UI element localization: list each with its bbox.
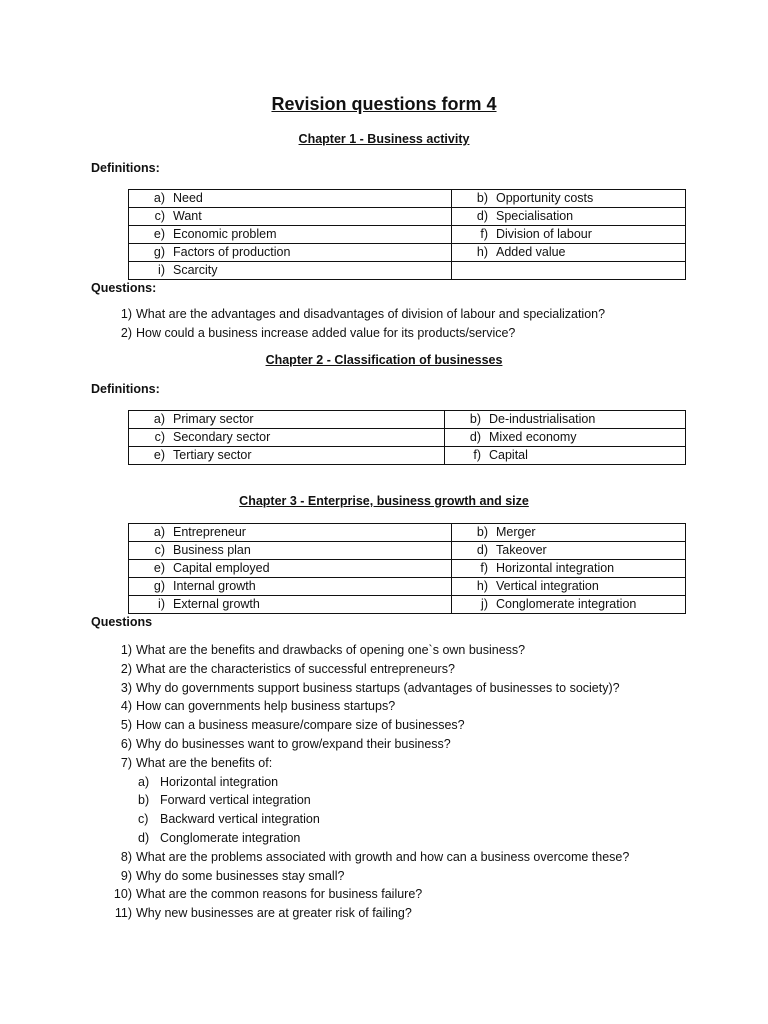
chapter-3-questions-label: Questions xyxy=(91,615,153,629)
definition-term: Takeover xyxy=(496,543,547,557)
definition-cell xyxy=(445,447,686,465)
question-number: 8) xyxy=(120,849,132,864)
definition-row xyxy=(129,578,686,596)
sub-question-item xyxy=(112,829,629,848)
definition-letter: e) xyxy=(153,448,165,462)
chapter-2-heading: Chapter 2 - Classification of businesses xyxy=(265,353,503,367)
definition-row xyxy=(129,560,686,578)
question-text: Why new businesses are at greater risk of failing? xyxy=(136,906,412,921)
question-number: 7) xyxy=(120,755,132,770)
question-text: Why do businesses want to grow/expand their business? xyxy=(136,736,451,751)
definition-row xyxy=(129,596,686,614)
question-item xyxy=(112,660,629,679)
definition-cell xyxy=(445,411,686,429)
question-number: d) xyxy=(138,830,150,845)
definition-term: Capital employed xyxy=(173,561,270,575)
question-item xyxy=(112,848,629,867)
question-number: 1) xyxy=(120,307,132,321)
question-number: 10) xyxy=(113,887,132,902)
question-number: b) xyxy=(138,793,150,808)
definition-cell xyxy=(445,429,686,447)
definition-cell xyxy=(129,560,452,578)
definition-cell xyxy=(129,244,452,262)
definition-letter: h) xyxy=(476,245,488,259)
definition-row xyxy=(129,208,686,226)
definition-cell xyxy=(129,578,452,596)
definition-cell xyxy=(452,560,686,578)
question-text: Forward vertical integration xyxy=(160,793,311,808)
definition-letter: b) xyxy=(476,191,488,205)
question-text: Horizontal integration xyxy=(160,774,279,789)
question-text: Conglomerate integration xyxy=(160,830,301,845)
definition-letter: e) xyxy=(153,561,165,575)
definition-letter: e) xyxy=(153,227,165,241)
definition-cell xyxy=(129,524,452,542)
definition-term: Internal growth xyxy=(173,579,256,593)
chapter-1-definitions-table xyxy=(128,189,686,280)
question-number: 2) xyxy=(120,325,132,340)
question-text: What are the benefits of: xyxy=(136,755,273,770)
question-text: What are the common reasons for business failure? xyxy=(136,887,423,902)
question-text: Why do some businesses stay small? xyxy=(136,868,345,883)
definition-row xyxy=(129,244,686,262)
definition-letter: f) xyxy=(480,227,488,241)
question-item xyxy=(112,904,629,923)
question-item xyxy=(112,735,629,754)
chapter-3-questions-list xyxy=(112,641,629,923)
definition-row xyxy=(129,262,686,280)
question-item xyxy=(112,867,629,886)
question-number: 11) xyxy=(114,906,132,921)
question-text: How could a business increase added value for its products/service? xyxy=(136,325,516,340)
question-text: Backward vertical integration xyxy=(160,812,320,827)
definition-term: Division of labour xyxy=(496,227,592,241)
question-number: 6) xyxy=(120,736,132,751)
definition-cell xyxy=(129,596,452,614)
definition-letter: c) xyxy=(154,430,165,444)
definition-letter: b) xyxy=(469,412,481,426)
definition-term: Merger xyxy=(496,525,536,539)
question-number: 9) xyxy=(120,868,132,883)
page-title: Revision questions form 4 xyxy=(271,94,497,114)
definition-letter: a) xyxy=(153,191,165,205)
chapter-3-heading: Chapter 3 - Enterprise, business growth and size xyxy=(239,494,529,508)
definition-row xyxy=(129,447,686,465)
definition-cell xyxy=(129,542,452,560)
chapter-1-questions-label: Questions: xyxy=(91,281,157,295)
question-text: What are the problems associated with growth and how can a business overcome these? xyxy=(136,849,630,864)
question-number: a) xyxy=(138,774,150,789)
definition-term: External growth xyxy=(173,597,260,611)
definition-letter: i) xyxy=(158,263,165,277)
definition-letter: i) xyxy=(158,597,165,611)
definition-term: Conglomerate integration xyxy=(496,597,637,611)
chapter-1-questions-list xyxy=(112,305,605,343)
definition-row xyxy=(129,542,686,560)
definition-letter: b) xyxy=(476,525,488,539)
question-text: What are the characteristics of successful entrepreneurs? xyxy=(136,661,455,676)
definition-letter: c) xyxy=(154,543,165,557)
question-text: What are the advantages and disadvantages of division of labour and specialization? xyxy=(136,307,606,321)
definition-row xyxy=(129,429,686,447)
definition-cell xyxy=(452,262,686,280)
definition-cell xyxy=(129,411,445,429)
definition-cell xyxy=(452,596,686,614)
definition-letter: d) xyxy=(476,543,488,557)
question-text: How can governments help business startups? xyxy=(136,699,396,714)
definition-term: Opportunity costs xyxy=(496,191,594,205)
sub-question-item xyxy=(112,791,629,810)
definition-term: Scarcity xyxy=(173,263,218,277)
definition-cell xyxy=(129,208,452,226)
question-item xyxy=(112,754,629,773)
definition-term: Business plan xyxy=(173,543,251,557)
definition-cell xyxy=(452,542,686,560)
definition-cell xyxy=(129,226,452,244)
definition-term: Added value xyxy=(496,245,566,259)
definition-cell xyxy=(452,190,686,208)
definition-term: Secondary sector xyxy=(173,430,271,444)
definition-term: Capital xyxy=(489,448,528,462)
definition-cell xyxy=(452,524,686,542)
definition-letter: f) xyxy=(480,561,488,575)
definition-letter: d) xyxy=(469,430,481,444)
question-text: What are the benefits and drawbacks of opening one`s own business? xyxy=(136,643,526,657)
definition-term: De-industrialisation xyxy=(489,412,596,426)
chapter-1-heading: Chapter 1 - Business activity xyxy=(298,132,470,146)
question-item xyxy=(112,679,629,698)
chapter-2-definitions-label: Definitions: xyxy=(91,382,160,396)
definition-letter: f) xyxy=(473,448,481,462)
question-item xyxy=(112,716,629,735)
definition-term: Horizontal integration xyxy=(496,561,615,575)
question-item xyxy=(112,641,629,660)
definition-cell xyxy=(129,262,452,280)
question-item xyxy=(112,324,605,343)
sub-question-item xyxy=(112,810,629,829)
definition-letter: d) xyxy=(476,209,488,223)
definition-term: Need xyxy=(173,191,203,205)
definition-cell xyxy=(129,429,445,447)
definition-term: Vertical integration xyxy=(496,579,599,593)
definition-row xyxy=(129,524,686,542)
definition-term: Entrepreneur xyxy=(173,525,246,539)
definition-term: Tertiary sector xyxy=(173,448,252,462)
question-number: 2) xyxy=(120,661,132,676)
definition-cell xyxy=(452,226,686,244)
question-number: c) xyxy=(138,812,149,827)
chapter-2-definitions-table xyxy=(128,410,686,465)
sub-question-item xyxy=(112,773,629,792)
definition-term: Mixed economy xyxy=(489,430,577,444)
question-number: 5) xyxy=(120,718,132,733)
question-text: Why do governments support business startups (advantages of businesses to society)? xyxy=(136,680,620,695)
definition-row xyxy=(129,190,686,208)
definition-letter: g) xyxy=(153,245,165,259)
question-number: 3) xyxy=(120,680,132,695)
definition-term: Want xyxy=(173,209,202,223)
question-number: 4) xyxy=(120,699,132,714)
definition-cell xyxy=(129,447,445,465)
definition-row xyxy=(129,226,686,244)
definition-term: Economic problem xyxy=(173,227,277,241)
question-text: How can a business measure/compare size of businesses? xyxy=(136,718,465,733)
chapter-1-definitions-label: Definitions: xyxy=(91,161,160,175)
definition-cell xyxy=(452,578,686,596)
question-item xyxy=(112,885,629,904)
definition-cell xyxy=(452,208,686,226)
definition-letter: a) xyxy=(153,525,165,539)
definition-letter: g) xyxy=(153,579,165,593)
definition-letter: j) xyxy=(481,597,488,611)
definition-term: Specialisation xyxy=(496,209,574,223)
question-item xyxy=(112,305,605,324)
definition-letter: a) xyxy=(153,412,165,426)
question-item xyxy=(112,697,629,716)
definition-term: Primary sector xyxy=(173,412,254,426)
definition-term: Factors of production xyxy=(173,245,291,259)
question-number: 1) xyxy=(120,643,132,657)
definition-letter: h) xyxy=(476,579,488,593)
definition-cell xyxy=(452,244,686,262)
definition-row xyxy=(129,411,686,429)
chapter-3-definitions-table xyxy=(128,523,686,614)
definition-letter: c) xyxy=(154,209,165,223)
definition-cell xyxy=(129,190,452,208)
